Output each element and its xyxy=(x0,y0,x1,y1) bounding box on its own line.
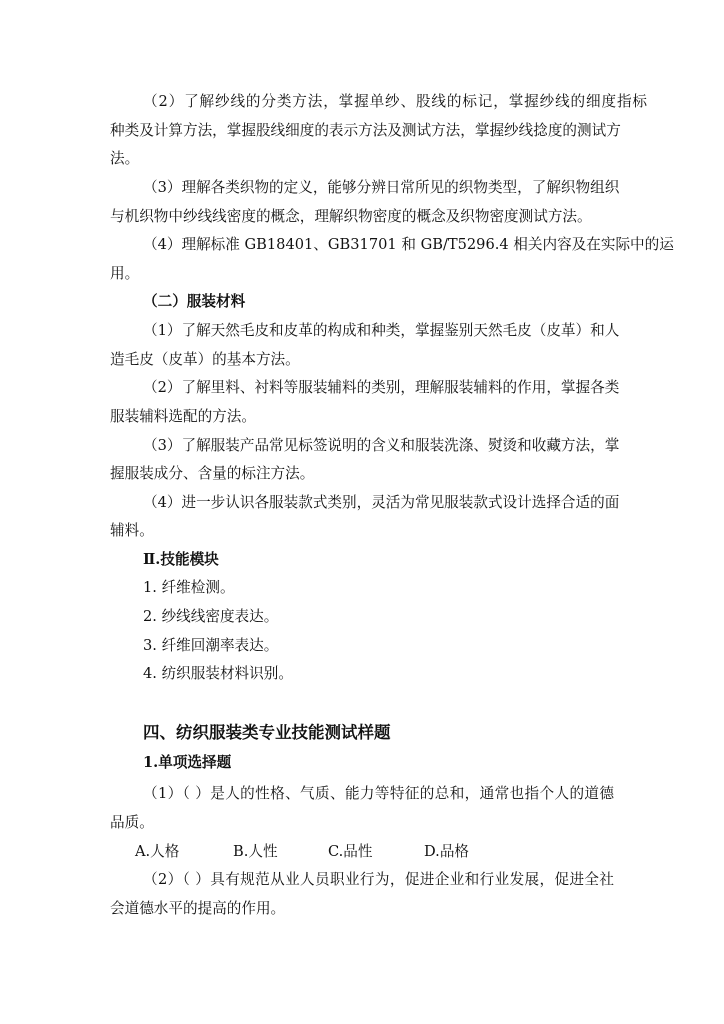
option-a: A.人格 xyxy=(135,843,180,860)
garment-item4-line2: 辅料。 xyxy=(110,522,154,539)
garment-materials-heading: （二）服装材料 xyxy=(143,293,246,310)
option-d: D.品格 xyxy=(424,843,470,860)
question-1-line2: 品质。 xyxy=(110,814,154,831)
garment-item4-line1: （4）进一步认识各服装款式类别，灵活为常见服装款式设计选择合适的面 xyxy=(143,494,620,511)
sample-questions-heading: 四、纺织服装类专业技能测试样题 xyxy=(143,723,391,742)
fabric-item2-line2: 种类及计算方法，掌握股线细度的表示方法及测试方法，掌握纱线捻度的测试方 xyxy=(110,122,621,139)
single-choice-subheading: 1.单项选择题 xyxy=(143,754,232,771)
fabric-item4-line1: （4）理解标准 GB18401、GB31701 和 GB/T5296.4 相关内容及在实际中的运 xyxy=(143,236,674,253)
option-b: B.人性 xyxy=(233,843,278,860)
skill-item: 4. 纺织服装材料识别。 xyxy=(143,665,293,682)
garment-item2-line2: 服装辅料选配的方法。 xyxy=(110,408,256,425)
option-c: C.品性 xyxy=(328,843,373,860)
fabric-item4-line2: 用。 xyxy=(110,265,140,282)
garment-item1-line2: 造毛皮（皮革）的基本方法。 xyxy=(110,351,300,368)
skill-module-heading: Ⅱ.技能模块 xyxy=(143,551,219,568)
question-2-line2: 会道德水平的提高的作用。 xyxy=(110,900,286,917)
fabric-item3-line2: 与机织物中纱线线密度的概念，理解织物密度的概念及织物密度测试方法。 xyxy=(110,208,592,225)
question-1-line1: （1）（ ）是人的性格、气质、能力等特征的总和，通常也指个人的道德 xyxy=(143,785,614,802)
garment-item2-line1: （2）了解里料、衬料等服装辅料的类别，理解服装辅料的作用，掌握各类 xyxy=(143,379,620,396)
skill-item: 3. 纤维回潮率表达。 xyxy=(143,637,279,654)
fabric-item2-line1: （2）了解纱线的分类方法，掌握单纱、股线的标记，掌握纱线的细度指标 xyxy=(143,93,647,110)
skill-item: 1. 纤维检测。 xyxy=(143,579,235,596)
skill-item: 2. 纱线线密度表达。 xyxy=(143,608,279,625)
garment-item1-line1: （1）了解天然毛皮和皮革的构成和种类，掌握鉴别天然毛皮（皮革）和人 xyxy=(143,322,620,339)
fabric-item3-line1: （3）理解各类织物的定义，能够分辨日常所见的织物类型，了解织物组织 xyxy=(143,179,620,196)
fabric-item2-line3: 法。 xyxy=(110,150,140,167)
garment-item3-line2: 握服装成分、含量的标注方法。 xyxy=(110,465,315,482)
question-2-line1: （2）（ ）具有规范从业人员职业行为，促进企业和行业发展，促进全社 xyxy=(143,871,614,888)
garment-item3-line1: （3）了解服装产品常见标签说明的含义和服装洗涤、熨烫和收藏方法，掌 xyxy=(143,437,620,454)
